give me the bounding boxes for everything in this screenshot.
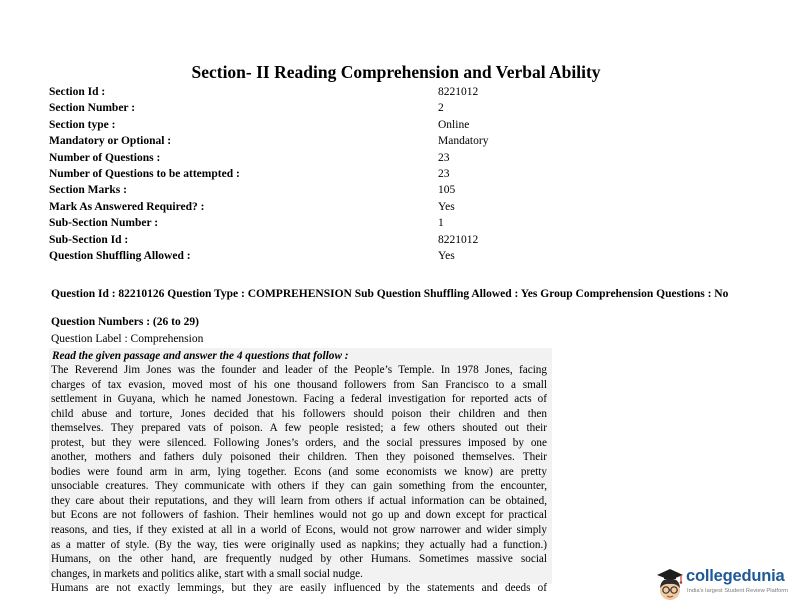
meta-label: Mark As Answered Required? : [49,200,205,213]
passage-line: protest, but they were silenced. Following Jones’s orders, and the social pressures imposed by one [51,436,547,449]
section-meta-row [49,119,749,135]
passage-text [49,363,552,596]
passage-line: Humans, on the other hand, are frequently nudged by other Humans. Sometimes massive social [51,553,547,566]
meta-label: Mandatory or Optional : [49,135,172,148]
section-meta-row [49,250,749,266]
passage-line: but Econs are not followers of fashion. Their hemlines would not go up and down except for practical [51,509,547,522]
passage-instruction: Read the given passage and answer the 4 questions that follow : [52,350,349,362]
meta-value: Online [438,118,470,131]
meta-label: Section Id : [49,86,106,98]
passage-line: charges of tax evasion, moved most of his one thousand followers from San Francisco to a small [51,378,547,391]
meta-value: 105 [438,184,456,197]
section-meta-row [49,234,749,250]
meta-value: Mandatory [438,135,489,148]
meta-label: Sub-Section Number : [49,217,159,230]
logo-wordmark: collegedunia [686,567,785,585]
section-title: Section- II Reading Comprehension and Verbal Ability [191,62,601,82]
section-meta-row [49,86,749,102]
passage-line: The Reverend Jim Jones was the founder and leader of the People’s Temple. In 1978 Jones, facing [51,364,547,376]
logo-tagline: India's largest Student Review Platform [687,588,788,594]
section-meta-row [49,152,749,168]
meta-value: 2 [438,102,444,115]
passage-line: settlement in Guyana, which he named Jonestown. Facing a federal investigation for reported acts of [51,393,547,406]
question-header: Question Id : 82210126 Question Type : COMPREHENSION Sub Question Shuffling Allowed : Yes Group Comprehension Questions : No [51,288,729,300]
meta-label: Sub-Section Id : [49,233,129,246]
meta-label: Question Shuffling Allowed : [49,250,191,262]
section-meta-row [49,168,749,184]
meta-label: Section Number : [49,102,136,115]
section-meta-row [49,102,749,118]
passage-line: changes, in markets and politics alike, start with a small social nudge. [51,567,363,580]
meta-value: Yes [438,200,455,213]
passage-line: Humans are not exactly lemmings, but they are easily influenced by the statements and deeds of [51,582,547,595]
passage-line: themselves. They prepared vats of poison. A few people resisted; a few others shouted out their [51,422,547,435]
meta-value: 1 [438,217,444,230]
meta-value: 8221012 [438,233,479,246]
meta-value: 23 [438,151,450,164]
meta-label: Section type : [49,118,116,131]
section-meta-row [49,217,749,233]
question-numbers: Question Numbers : (26 to 29) [51,316,199,328]
collegedunia-logo [654,566,790,606]
passage-line: as a matter of style. (By the way, ties were originally used as napkins; they actually had a function.) [51,538,547,551]
meta-label: Number of Questions : [49,151,161,164]
section-meta-row [49,135,749,151]
passage-line: they care about their reputations, and they will learn from others if actual information can be obtained, [51,494,547,507]
section-meta-row [49,184,749,200]
meta-label: Number of Questions to be attempted : [49,168,240,180]
meta-value: 8221012 [438,86,479,98]
meta-value: Yes [438,250,455,262]
passage-line: unsociable creatures. They communicate with others if they can gain something from the encounter, [51,480,547,493]
passage-line: bodies were found arm in arm, lying together. Econs (and some economists we know) are pretty [51,465,547,478]
question-label: Question Label : Comprehension [51,333,204,345]
passage-line: child abuse and torture, Jones decided that his followers should poison their children and then [51,407,547,420]
graduate-mascot-icon [654,566,686,604]
passage-line: reasons, and ties, if they existed at all in a world of Econs, would not grow narrower and wider simply [51,524,547,537]
meta-value: 23 [438,168,450,180]
passage-box [49,348,552,595]
section-meta-row [49,201,749,217]
passage-line: another, mothers and fathers duly poisoned their children. Then they poisoned themselves. Their [51,451,547,464]
meta-label: Section Marks : [49,184,127,197]
